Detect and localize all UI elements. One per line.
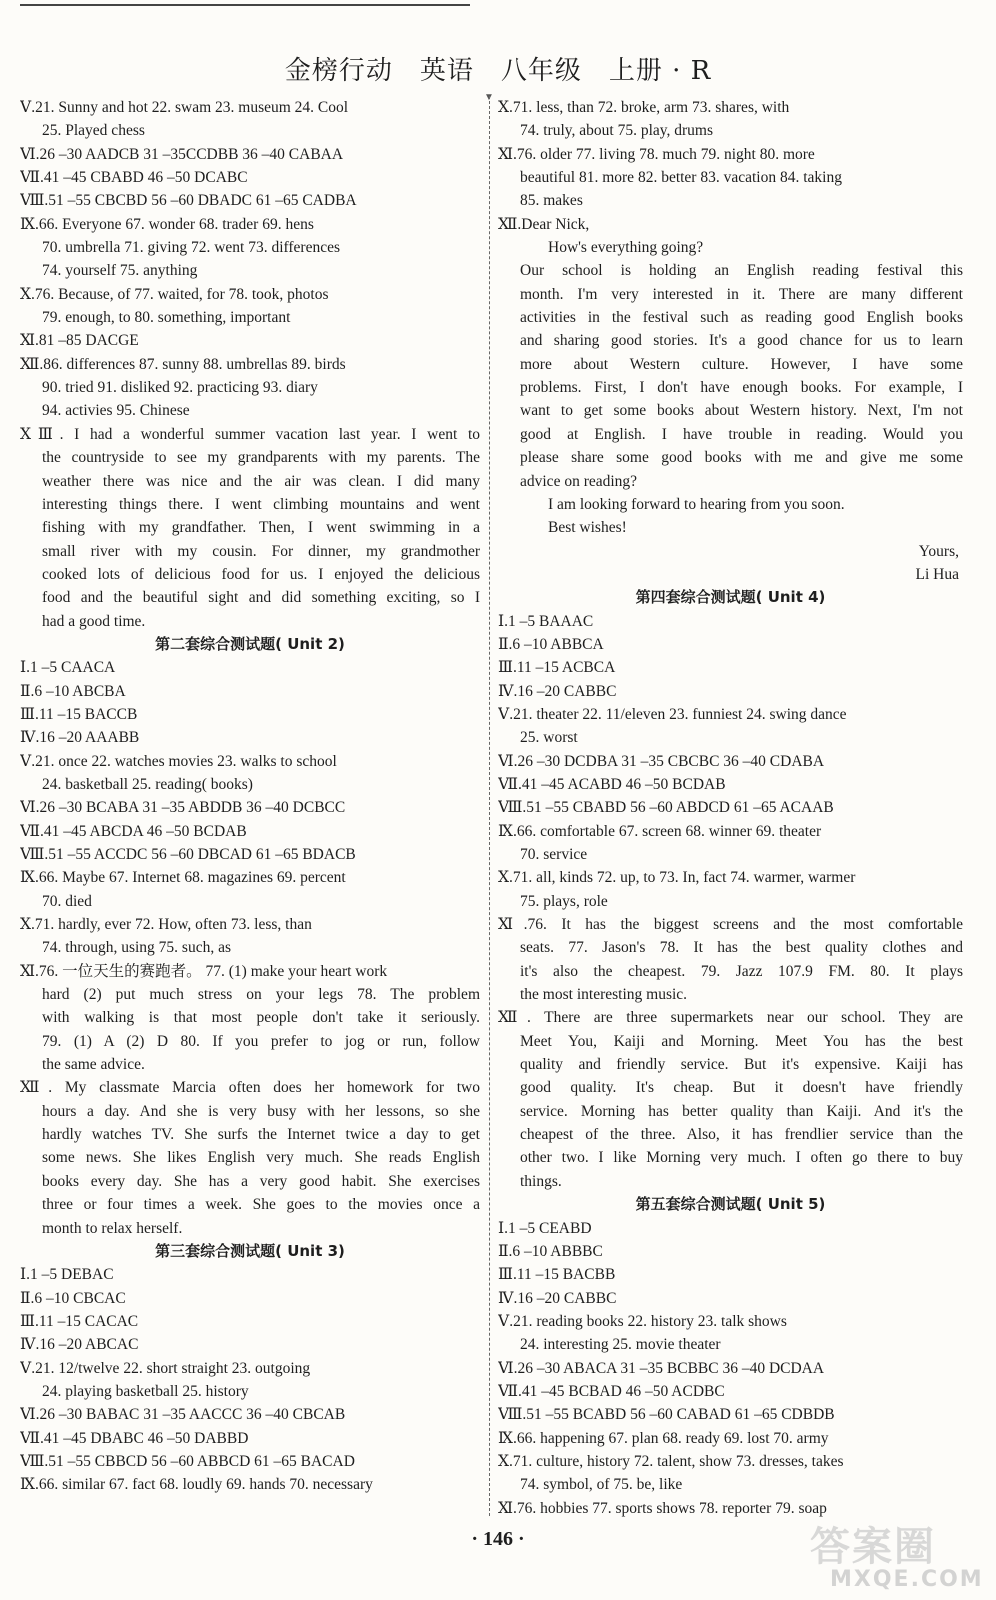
answer-line: 79. enough, to 80. something, important (42, 309, 291, 327)
answer-line: Ⅲ.11 –15 ACBCA (498, 659, 616, 677)
answer-line: cooked lots of delicious food for us. I enjoyed the delicious (42, 565, 480, 583)
answer-line: Ⅴ.21. reading books 22. history 23. talk shows (498, 1312, 787, 1330)
right-column (498, 96, 963, 1521)
answer-line: Ⅳ.16 –20 CABBC (498, 1289, 617, 1307)
answer-line: Ⅴ.21. Sunny and hot 22. swam 23. museum 24. Cool (20, 99, 349, 116)
answer-line: service. Morning has better quality than Kaiji. And it's the (520, 1102, 963, 1120)
answer-line: Ⅺ.76. older 77. living 78. much 79. night 80. more (498, 145, 815, 163)
answer-line: Ⅸ.66. similar 67. fact 68. loudly 69. hands 70. necessary (20, 1476, 373, 1494)
answer-line: hours a day. And she is very busy with her lessons, so she (42, 1102, 480, 1120)
answer-line: Ⅴ.21. 12/twelve 22. short straight 23. outgoing (20, 1359, 311, 1377)
answer-line: Ⅵ.26 –30 BABAC 31 –35 AACCC 36 –40 CBCAB (20, 1406, 346, 1424)
answer-line: Ⅷ.51 –55 CBABD 56 –60 ABDCD 61 –65 ACAAB (498, 799, 834, 817)
answer-line: 74. yourself 75. anything (42, 262, 198, 280)
answer-line: beautiful 81. more 82. better 83. vacation 84. taking (520, 169, 842, 187)
answer-line: Our school is holding an English reading festival this (520, 262, 963, 280)
answer-line: Ⅴ.21. theater 22. 11/eleven 23. funniest 24. swing dance (498, 705, 847, 723)
watermark-logo (810, 1515, 984, 1595)
answer-line: Ⅳ.16 –20 ABCAC (20, 1336, 139, 1354)
answer-line: How's everything going? (548, 239, 704, 257)
answer-line: books every day. She has a very good habit. She exercises (42, 1172, 480, 1190)
answer-line: Ⅶ.41 –45 BCBAD 46 –50 ACDBC (498, 1382, 725, 1400)
answer-line: weather there was nice and the air was clean. I did many (42, 472, 480, 490)
answer-line: Ⅰ.1 –5 BAAAC (498, 612, 594, 630)
answer-line: 74. through, using 75. such, as (42, 939, 232, 957)
answer-line: Ⅲ.11 –15 CACAC (20, 1312, 139, 1330)
answer-line: 85. makes (520, 192, 583, 210)
answer-line: Ⅸ.66. happening 67. plan 68. ready 69. lost 70. army (498, 1429, 829, 1447)
answer-line: other two. I like Morning very much. I often go there to buy (520, 1149, 963, 1167)
answer-line: 94. activies 95. Chinese (42, 402, 190, 420)
answer-line: Ⅻ.Dear Nick, (498, 215, 590, 233)
answer-line: Ⅶ.41 –45 CBABD 46 –50 DCABC (20, 169, 248, 187)
answer-line: the most interesting music. (520, 986, 688, 1004)
answer-line: Ⅺ.76. It has the biggest screens and the most comfortable (498, 916, 963, 934)
answer-line: Ⅵ.26 –30 DCDBA 31 –35 CBCBC 36 –40 CDABA (498, 752, 825, 770)
answer-line: Ⅸ.66. Everyone 67. wonder 68. trader 69. hens (20, 215, 314, 233)
answer-line: the same advice. (42, 1056, 145, 1074)
answer-line: 24. interesting 25. movie theater (520, 1336, 721, 1354)
answer-line: 70. died (42, 892, 92, 910)
answer-line: Ⅹ.71. hardly, ever 72. How, often 73. less, than (20, 916, 312, 934)
answer-line: Ⅹ.76. Because, of 77. waited, for 78. took, photos (20, 285, 329, 303)
answer-line: advice on reading? (520, 472, 638, 490)
answer-line: Ⅴ.21. once 22. watches movies 23. walks to school (20, 752, 337, 770)
answer-line: Ⅺ.76. 一位天生的赛跑者。 77. (1) make your heart work (20, 962, 388, 980)
answer-line: Ⅸ.66. Maybe 67. Internet 68. magazines 69. percent (20, 869, 346, 887)
page-header (0, 0, 996, 96)
answer-line: 25. worst (520, 729, 578, 747)
answer-line: Ⅰ.1 –5 CAACA (20, 659, 116, 677)
answer-line: want to get some books about Western history. Next, I'm not (520, 402, 963, 420)
answer-line: the countryside to see my grandparents with my parents. The (42, 449, 480, 467)
answer-line: Ⅹ.71. culture, history 72. talent, show 73. dresses, takes (498, 1452, 844, 1470)
answer-line: month. I'm very interested in it. There are many different (520, 285, 963, 303)
answer-line: Li Hua (915, 565, 959, 583)
answer-line: with walking is that most people don't take it seriously. (42, 1009, 480, 1027)
answer-line: Ⅱ.6 –10 ABBBC (498, 1242, 603, 1260)
answer-line: hardly watches TV. She surfs the Internet twice a day to get (42, 1126, 480, 1144)
answer-line: some news. She likes English very much. She reads English (42, 1149, 480, 1167)
answer-line: Ⅻ.86. differences 87. sunny 88. umbrellas 89. birds (20, 355, 346, 373)
answer-line: three or four times a week. She goes to the movies once a (42, 1196, 480, 1214)
answer-line: Ⅷ.51 –55 BCABD 56 –60 CABAD 61 –65 CDBDB (498, 1406, 835, 1424)
answer-line: Ⅰ.1 –5 CEABD (498, 1219, 592, 1237)
answer-line: Ⅲ.11 –15 BACCB (20, 705, 138, 723)
answer-line: Ⅳ.16 –20 CABBC (498, 682, 617, 700)
section-heading: 第二套综合测试题( Unit 2) (155, 634, 345, 653)
answer-line: 90. tried 91. disliked 92. practicing 93. diary (42, 379, 318, 397)
answer-line: Ⅵ.26 –30 BCABA 31 –35 ABDDB 36 –40 DCBCC (20, 799, 346, 817)
answer-line: Yours, (918, 542, 959, 560)
answer-line: Ⅶ.41 –45 ABCDA 46 –50 BCDAB (20, 822, 247, 840)
answer-line: fishing with my grandfather. Then, I went swimming in a (42, 519, 480, 537)
answer-line: had a good time. (42, 612, 146, 630)
header-rule (20, 4, 470, 6)
answer-line: month to relax herself. (42, 1219, 183, 1237)
answer-line: activities in the festival such as reading good English books (520, 309, 963, 327)
answer-line: Ⅶ.41 –45 ACABD 46 –50 BCDAB (498, 775, 726, 793)
column-divider-marker: ▼ (484, 92, 494, 103)
section-heading: 第三套综合测试题( Unit 3) (155, 1241, 345, 1260)
answer-line: 25. Played chess (42, 122, 145, 140)
section-heading: 第五套综合测试题( Unit 5) (635, 1195, 826, 1214)
page-title: 金榜行动 英语 八年级 上册 · R (284, 56, 712, 86)
answer-line: 70. umbrella 71. giving 72. went 73. differences (42, 239, 341, 257)
page-number: · 146 · (471, 1528, 525, 1550)
answer-line: Ⅹ.71. all, kinds 72. up, to 73. In, fact 74. warmer, warmer (498, 869, 856, 887)
answer-line: Ⅱ.6 –10 CBCAC (20, 1289, 126, 1307)
answer-line: food and the beautiful sight and did something exciting, so I (42, 589, 480, 607)
watermark-en: MXQE.COM (830, 1567, 984, 1592)
answer-line: it's also the cheapest. 79. Jazz 107.9 FM. 80. It plays (520, 962, 963, 980)
answer-line: Ⅵ.26 –30 AADCB 31 –35CCDBB 36 –40 CABAA (20, 145, 344, 163)
answer-line: good quality. It's cheap. But it doesn't have friendly (520, 1079, 963, 1097)
answer-line: Ⅲ.11 –15 BACBB (498, 1266, 616, 1284)
answer-line: more about Western culture. However, I have some (520, 355, 963, 373)
answer-line: Ⅱ.6 –10 ABBCA (498, 635, 604, 653)
section-heading: 第四套综合测试题( Unit 4) (635, 588, 826, 607)
answer-line: 75. plays, role (520, 892, 608, 910)
answer-line: Best wishes! (548, 519, 627, 537)
answer-line: and sharing good stories. It's a good chance for us to learn (520, 332, 963, 350)
answer-line: Ⅷ.51 –55 CBBCD 56 –60 ABBCD 61 –65 BACAD (20, 1452, 355, 1470)
answer-line: ⅩⅢ. I had a wonderful summer vacation last year. I went to (20, 425, 480, 443)
answer-line: Ⅸ.66. comfortable 67. screen 68. winner 69. theater (498, 822, 822, 840)
answer-line: Ⅹ.71. less, than 72. broke, arm 73. shares, with (498, 99, 790, 116)
answer-line: seats. 77. Jason's 78. It has the best quality clothes and (520, 939, 963, 957)
answer-line: Ⅷ.51 –55 ACCDC 56 –60 DBCAD 61 –65 BDACB (20, 846, 356, 863)
answer-line: Ⅻ. There are three supermarkets near our school. They are (498, 1009, 963, 1027)
answer-line: Ⅺ.76. hobbies 77. sports shows 78. reporter 79. soap (498, 1499, 827, 1517)
answer-line: things. (520, 1172, 562, 1190)
answer-line: I am looking forward to hearing from you soon. (548, 495, 845, 513)
answer-line: good at English. I have trouble in reading. Would you (520, 425, 963, 443)
answer-line: small river with my cousin. For dinner, my grandmother (42, 542, 480, 560)
column-divider (489, 96, 490, 1516)
answer-line: Ⅱ.6 –10 ABCBA (20, 682, 126, 700)
answer-line: problems. First, I don't have enough books. For example, I (520, 379, 963, 397)
answer-line: Ⅳ.16 –20 AAABB (20, 729, 140, 747)
answer-line: 74. symbol, of 75. be, like (520, 1476, 683, 1494)
answer-line: please share some good books with me and give me some (520, 449, 963, 467)
answer-line: Ⅶ.41 –45 DBABC 46 –50 DABBD (20, 1429, 249, 1447)
answer-line: Ⅺ.81 –85 DACGE (20, 332, 139, 350)
answer-line: 24. basketball 25. reading( books) (42, 775, 253, 793)
answer-line: Meet You, Kaiji and Morning. Meet You has the best (520, 1032, 963, 1050)
answer-line: interesting things there. I went climbing mountains and went (42, 495, 480, 513)
watermark-cn: 答案圈 (810, 1524, 936, 1570)
answer-line: Ⅰ.1 –5 DEBAC (20, 1266, 114, 1284)
answer-line: quality and friendly service. But it's expensive. Kaiji has (520, 1056, 963, 1074)
answer-line: Ⅷ.51 –55 CBCBD 56 –60 DBADC 61 –65 CADBA (20, 192, 357, 210)
answer-line: cheapest of the three. Also, it has frendlier service than the (520, 1126, 963, 1144)
answer-line: 79. (1) A (2) D 80. If you prefer to jog or run, follow (42, 1032, 480, 1050)
left-column (20, 96, 480, 1521)
answer-line: 24. playing basketball 25. history (42, 1382, 249, 1400)
answer-line: Ⅻ. My classmate Marcia often does her homework for two (20, 1079, 480, 1097)
answer-line: 74. truly, about 75. play, drums (520, 122, 714, 140)
answer-line: 70. service (520, 846, 588, 863)
answer-line: Ⅵ.26 –30 ABACA 31 –35 BCBBC 36 –40 DCDAA (498, 1359, 825, 1377)
answer-line: hard (2) put much stress on your legs 78. The problem (42, 986, 480, 1004)
